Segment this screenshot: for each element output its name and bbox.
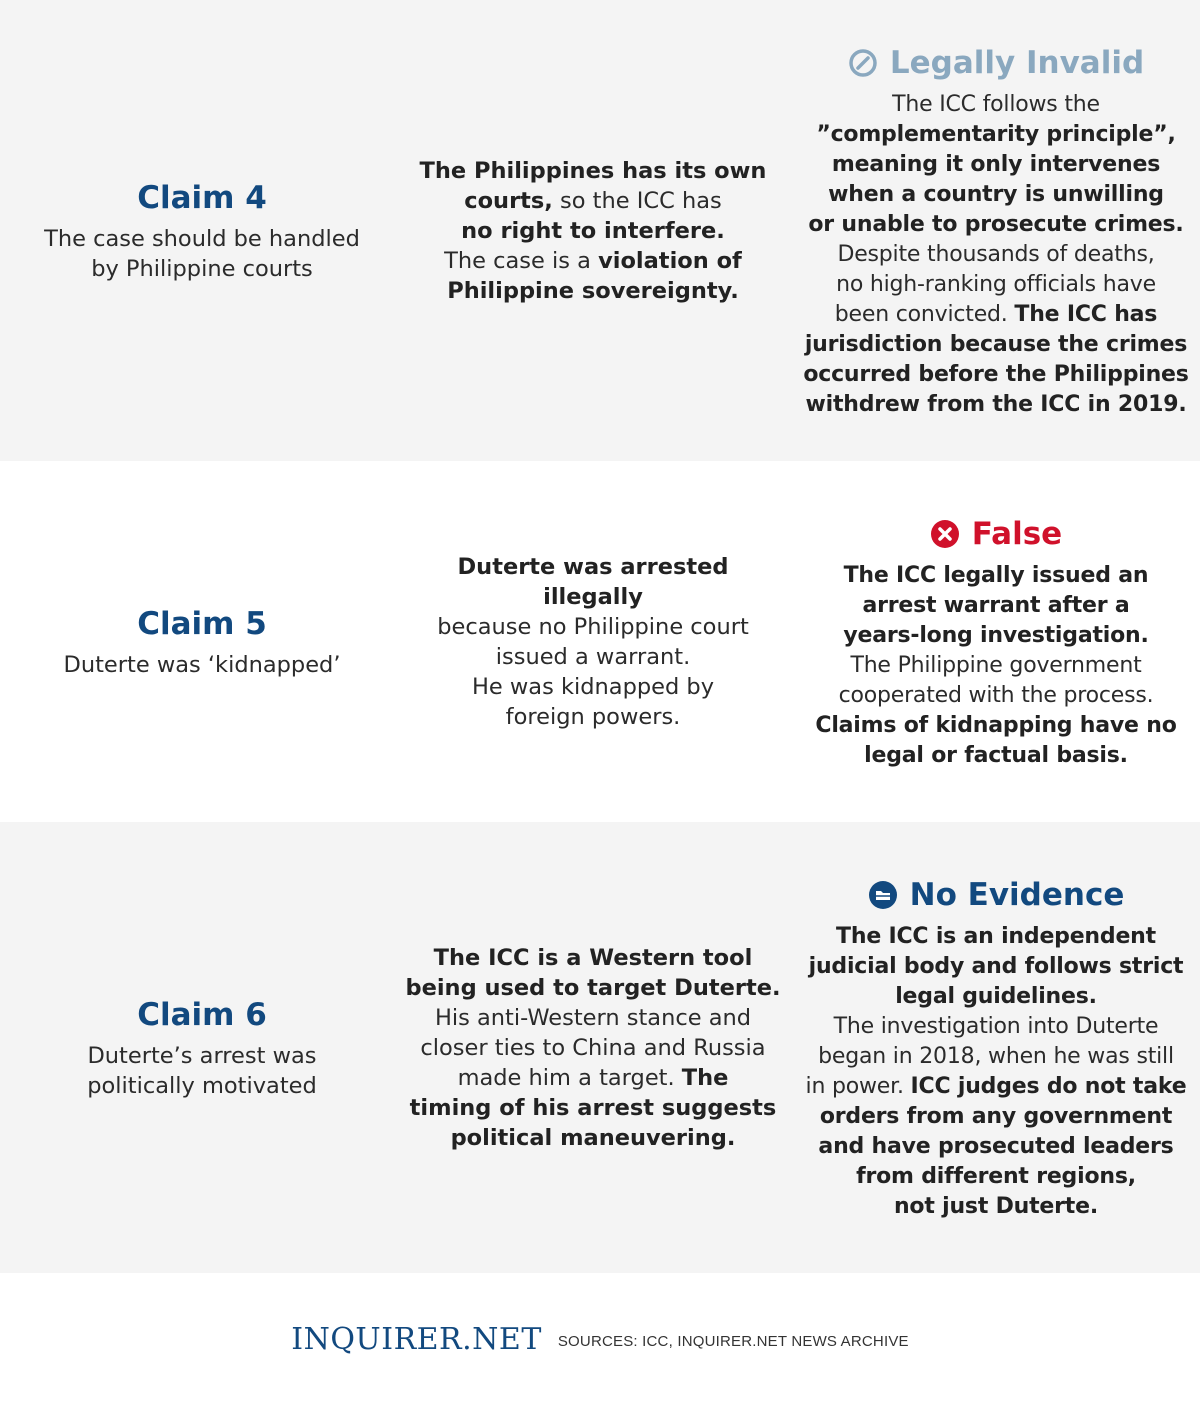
emphasis-text: or unable to prosecute crimes. — [808, 211, 1184, 237]
verdict-label: False — [971, 515, 1063, 552]
emphasis-text: courts, — [464, 187, 553, 214]
emphasis-text: timing of his arrest suggests — [409, 1094, 777, 1121]
x-circle-icon — [930, 519, 960, 549]
body-text: been convicted. — [834, 301, 1015, 327]
body-text: closer ties to China and Russia — [420, 1034, 766, 1061]
verdict-column — [792, 461, 1200, 822]
emphasis-text: when a country is unwilling — [828, 181, 1164, 207]
emphasis-text: and have prosecuted leaders — [818, 1133, 1174, 1159]
claim-statement-line: politically motivated — [87, 1072, 317, 1099]
argument-column — [404, 822, 782, 1273]
argument-text — [404, 552, 782, 732]
emphasis-text: legal or factual basis. — [864, 742, 1128, 768]
verdict-column — [792, 822, 1200, 1273]
emphasis-text: The — [681, 1064, 729, 1091]
claim-title: Claim 4 — [137, 179, 267, 216]
claim-statement-line: Duterte was ‘kidnapped’ — [63, 651, 341, 678]
body-text: The investigation into Duterte — [833, 1013, 1159, 1039]
claim-column — [0, 822, 404, 1273]
argument-column — [404, 0, 782, 461]
emphasis-text: not just Duterte. — [893, 1193, 1099, 1219]
footer — [0, 1273, 1200, 1406]
emphasis-text: years-long investigation. — [843, 622, 1149, 648]
emphasis-text: meaning it only intervenes — [831, 151, 1161, 177]
emphasis-text: The ICC is a Western tool — [433, 944, 753, 971]
emphasis-text: The ICC legally issued an — [843, 562, 1149, 588]
body-text: cooperated with the process. — [838, 682, 1154, 708]
emphasis-text: withdrew from the ICC in 2019. — [805, 391, 1187, 417]
body-text: no high-ranking officials have — [836, 271, 1156, 297]
claim-statement — [87, 1041, 317, 1101]
emphasis-text: no right to interfere. — [461, 217, 725, 244]
claim-statement — [64, 650, 341, 680]
body-text: so the ICC has — [552, 187, 722, 214]
claim-title: Claim 6 — [137, 996, 267, 1033]
body-text: The case is a — [444, 247, 599, 274]
body-text: The ICC follows the — [892, 91, 1100, 117]
emphasis-text: Claims of kidnapping have no — [815, 712, 1177, 738]
claim-row-5 — [0, 461, 1200, 822]
claim-title: Claim 5 — [137, 605, 267, 642]
body-text: because no Philippine court — [437, 613, 749, 640]
body-text: He was kidnapped by — [471, 673, 715, 700]
emphasis-text: violation of — [598, 247, 742, 274]
claim-statement-line: by Philippine courts — [91, 255, 313, 282]
body-text: made him a target. — [457, 1064, 682, 1091]
verdict-explanation — [803, 90, 1188, 420]
claim-row-4 — [0, 0, 1200, 461]
emphasis-text: political maneuvering. — [450, 1124, 736, 1151]
verdict-label: Legally Invalid — [889, 44, 1145, 81]
emphasis-text: arrest warrant after a — [862, 592, 1130, 618]
body-text: Despite thousands of deaths, — [837, 241, 1155, 267]
claim-column — [0, 461, 404, 822]
emphasis-text: judicial body and follows strict — [808, 953, 1184, 979]
body-text: The Philippine government — [850, 652, 1142, 678]
emphasis-text: orders from any government — [819, 1103, 1173, 1129]
claim-statement — [44, 224, 360, 284]
verdict-column — [792, 0, 1200, 461]
emphasis-text: The ICC has — [1014, 301, 1158, 327]
emphasis-text: jurisdiction because the crimes — [804, 331, 1188, 357]
argument-column — [404, 461, 782, 822]
argument-text — [420, 156, 767, 306]
verdict-explanation — [815, 561, 1176, 771]
verdict-header — [930, 513, 1062, 555]
emphasis-text: occurred before the Philippines — [803, 361, 1189, 387]
argument-text — [405, 943, 780, 1153]
prohibited-icon — [848, 48, 878, 78]
emphasis-text: ”complementarity principle”, — [816, 121, 1176, 147]
body-text: foreign powers. — [505, 703, 681, 730]
emphasis-text: The Philippines has its own — [419, 157, 767, 184]
verdict-explanation — [806, 922, 1187, 1222]
claim-row-6 — [0, 822, 1200, 1273]
claim-statement-line: The case should be handled — [44, 225, 360, 252]
emphasis-text: legal guidelines. — [895, 983, 1097, 1009]
emphasis-text: Philippine sovereignty. — [447, 277, 739, 304]
empty-folder-icon — [868, 880, 898, 910]
body-text: issued a warrant. — [495, 643, 691, 670]
claim-column — [0, 0, 404, 461]
emphasis-text: ICC judges do not take — [910, 1073, 1187, 1099]
emphasis-text: Duterte was arrested illegally — [457, 553, 729, 610]
body-text: began in 2018, when he was still — [818, 1043, 1174, 1069]
body-text: His anti-Western stance and — [434, 1004, 752, 1031]
claim-statement-line: Duterte’s arrest was — [87, 1042, 317, 1069]
emphasis-text: The ICC is an independent — [836, 923, 1156, 949]
body-text: in power. — [805, 1073, 911, 1099]
emphasis-text: from different regions, — [856, 1163, 1136, 1189]
inquirer-logo: INQUIRER.NET — [291, 1321, 542, 1357]
verdict-header — [868, 874, 1125, 916]
emphasis-text: being used to target Duterte. — [405, 974, 781, 1001]
verdict-label: No Evidence — [909, 876, 1125, 913]
sources-credit: SOURCES: ICC, INQUIRER.NET NEWS ARCHIVE — [557, 1333, 909, 1350]
verdict-header — [848, 42, 1144, 84]
